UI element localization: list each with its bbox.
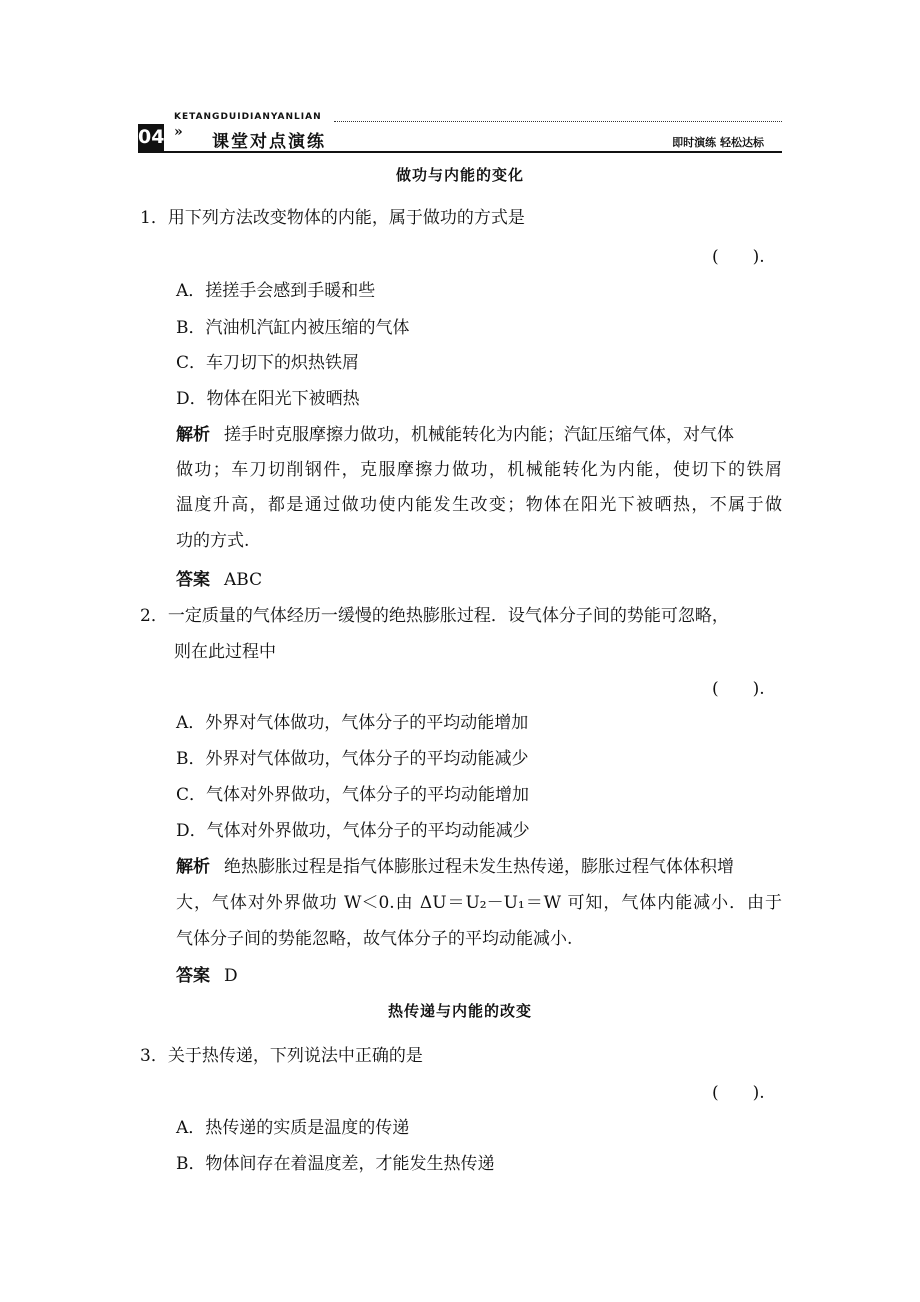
- option-a: A．搓搓手会感到手暖和些: [176, 281, 376, 301]
- analysis-line: [176, 420, 734, 445]
- double-arrow-icon: »: [174, 124, 183, 140]
- section-number-badge: 04: [138, 124, 164, 151]
- header-pinyin: KETANGDUIDIANYANLIAN: [174, 112, 322, 122]
- answer-label: 答案: [176, 570, 210, 590]
- analysis-label: 解析: [176, 857, 210, 877]
- option-b: B．物体间存在着温度差，才能发生热传递: [176, 1154, 495, 1174]
- option-d: D．物体在阳光下被晒热: [176, 389, 360, 409]
- analysis-label: 解析: [176, 425, 210, 445]
- answer-line: [176, 565, 262, 590]
- header-dotted-rule: [334, 121, 782, 122]
- option-c: C．气体对外界做功，气体分子的平均动能增加: [176, 785, 530, 805]
- option-d: D．气体对外界做功，气体分子的平均动能减少: [176, 821, 530, 841]
- analysis-line: [176, 852, 734, 877]
- analysis-text: 搓手时克服摩擦力做功，机械能转化为内能；汽缸压缩气体，对气体: [224, 425, 734, 445]
- option-a: A．外界对气体做功，气体分子的平均动能增加: [176, 713, 529, 733]
- analysis-text: 气体分子间的势能忽略，故气体分子的平均动能减小.: [176, 929, 573, 949]
- answer-blank: ( ).: [712, 247, 765, 267]
- answer-blank: ( ).: [712, 679, 765, 699]
- analysis-text: 做功；车刀切削钢件，克服摩擦力做功，机械能转化为内能，使切下的铁屑: [176, 460, 782, 480]
- answer-value: ABC: [224, 570, 263, 590]
- header-rule: [138, 151, 782, 153]
- page-header: [138, 112, 782, 154]
- section-title: 做功与内能的变化: [395, 166, 524, 184]
- option-b: B．汽油机汽缸内被压缩的气体: [176, 318, 410, 338]
- option-b: B．外界对气体做功，气体分子的平均动能减少: [176, 749, 529, 769]
- answer-value: D: [224, 966, 238, 986]
- analysis-text: 大，气体对外界做功 W＜0.由 ΔU＝U₂－U₁＝W 可知，气体内能减小．由于: [176, 893, 782, 913]
- answer-blank: ( ).: [712, 1083, 765, 1103]
- option-c: C．车刀切下的炽热铁屑: [176, 353, 360, 373]
- header-title: 课堂对点演练: [212, 132, 326, 152]
- analysis-text: 功的方式.: [176, 531, 250, 551]
- question-3-stem: 3．关于热传递，下列说法中正确的是: [140, 1046, 423, 1066]
- question-2-stem: 2．一定质量的气体经历一缓慢的绝热膨胀过程．设气体分子间的势能可忽略，: [140, 606, 729, 626]
- question-2-stem: 则在此过程中: [174, 642, 276, 662]
- analysis-text: 温度升高，都是通过做功使内能发生改变；物体在阳光下被晒热，不属于做: [176, 495, 782, 515]
- header-subtitle: 即时演练 轻松达标: [672, 136, 764, 149]
- option-a: A．热传递的实质是温度的传递: [176, 1118, 410, 1138]
- answer-line: [176, 961, 238, 986]
- section-title: 热传递与内能的改变: [387, 1002, 532, 1020]
- answer-label: 答案: [176, 966, 210, 986]
- analysis-text: 绝热膨胀过程是指气体膨胀过程未发生热传递，膨胀过程气体体积增: [224, 857, 734, 877]
- question-1-stem: 1．用下列方法改变物体的内能，属于做功的方式是: [140, 208, 525, 228]
